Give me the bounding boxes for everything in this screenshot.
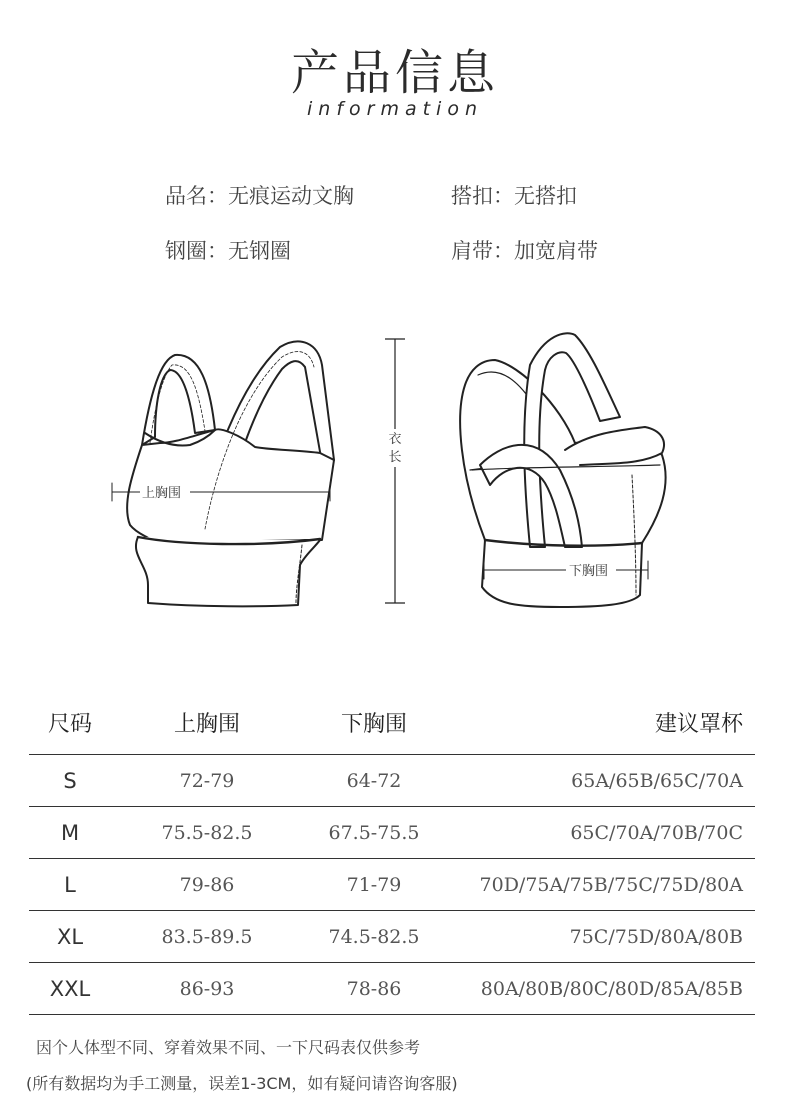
spec-key: 钢圈 ： bbox=[165, 239, 228, 263]
cell-cup: 80A/80B/80C/80D/85A/85B bbox=[445, 963, 755, 1015]
cell-upper-chest: 79-86 bbox=[111, 859, 303, 911]
note-reference: 因个人体型不同、穿着效果不同、一下尺码表仅供参考 bbox=[36, 1038, 421, 1057]
table-row bbox=[29, 755, 755, 807]
cell-upper-chest: 86-93 bbox=[111, 963, 303, 1015]
garment-diagram bbox=[0, 325, 790, 625]
header-upper-chest: 上胸围 bbox=[111, 690, 303, 755]
table-row bbox=[29, 963, 755, 1015]
cell-under-chest: 64-72 bbox=[303, 755, 445, 807]
cell-cup: 70D/75A/75B/75C/75D/80A bbox=[445, 859, 755, 911]
cell-size: XL bbox=[29, 911, 111, 963]
upper-chest-label: 上胸围 bbox=[142, 486, 182, 501]
cell-under-chest: 74.5-82.5 bbox=[303, 911, 445, 963]
length-measure bbox=[385, 339, 405, 603]
spec-key: 品名 ： bbox=[165, 184, 228, 208]
length-label-1: 衣 bbox=[388, 432, 402, 447]
cell-under-chest: 67.5-75.5 bbox=[303, 807, 445, 859]
cell-upper-chest: 75.5-82.5 bbox=[111, 807, 303, 859]
header-under-chest: 下胸围 bbox=[303, 690, 445, 755]
cell-cup: 65A/65B/65C/70A bbox=[445, 755, 755, 807]
spec-key: 肩带 ： bbox=[451, 239, 514, 263]
spec-value: 加宽肩带 bbox=[514, 239, 598, 263]
spec-clasp bbox=[451, 180, 577, 210]
table-row bbox=[29, 807, 755, 859]
table-row bbox=[29, 911, 755, 963]
spec-underwire bbox=[165, 235, 291, 265]
cell-size: L bbox=[29, 859, 111, 911]
cell-under-chest: 71-79 bbox=[303, 859, 445, 911]
spec-value: 无痕运动文胸 bbox=[228, 184, 354, 208]
cell-size: XXL bbox=[29, 963, 111, 1015]
header-suggested-cup: 建议罩杯 bbox=[445, 690, 755, 755]
header-size: 尺码 bbox=[29, 690, 111, 755]
under-chest-label: 下胸围 bbox=[569, 564, 609, 579]
cell-under-chest: 78-86 bbox=[303, 963, 445, 1015]
size-table bbox=[29, 690, 755, 1015]
size-table-header bbox=[29, 690, 755, 755]
page-title: 产品信息 bbox=[290, 45, 499, 101]
cell-size: S bbox=[29, 755, 111, 807]
spec-value: 无搭扣 bbox=[514, 184, 577, 208]
spec-strap bbox=[451, 235, 598, 265]
table-row bbox=[29, 859, 755, 911]
cell-cup: 65C/70A/70B/70C bbox=[445, 807, 755, 859]
spec-key: 搭扣 ： bbox=[451, 184, 514, 208]
cell-cup: 75C/75D/80A/80B bbox=[445, 911, 755, 963]
note-measurement: (所有数据均为手工测量，误差1-3CM，如有疑问请咨询客服) bbox=[26, 1074, 458, 1093]
cell-upper-chest: 83.5-89.5 bbox=[111, 911, 303, 963]
page-subtitle: information bbox=[307, 98, 483, 120]
cell-upper-chest: 72-79 bbox=[111, 755, 303, 807]
bra-back-view bbox=[460, 333, 665, 607]
bra-front-view bbox=[112, 341, 334, 606]
spec-value: 无钢圈 bbox=[228, 239, 291, 263]
spec-product-name bbox=[165, 180, 354, 210]
length-label-2: 长 bbox=[388, 450, 402, 465]
cell-size: M bbox=[29, 807, 111, 859]
